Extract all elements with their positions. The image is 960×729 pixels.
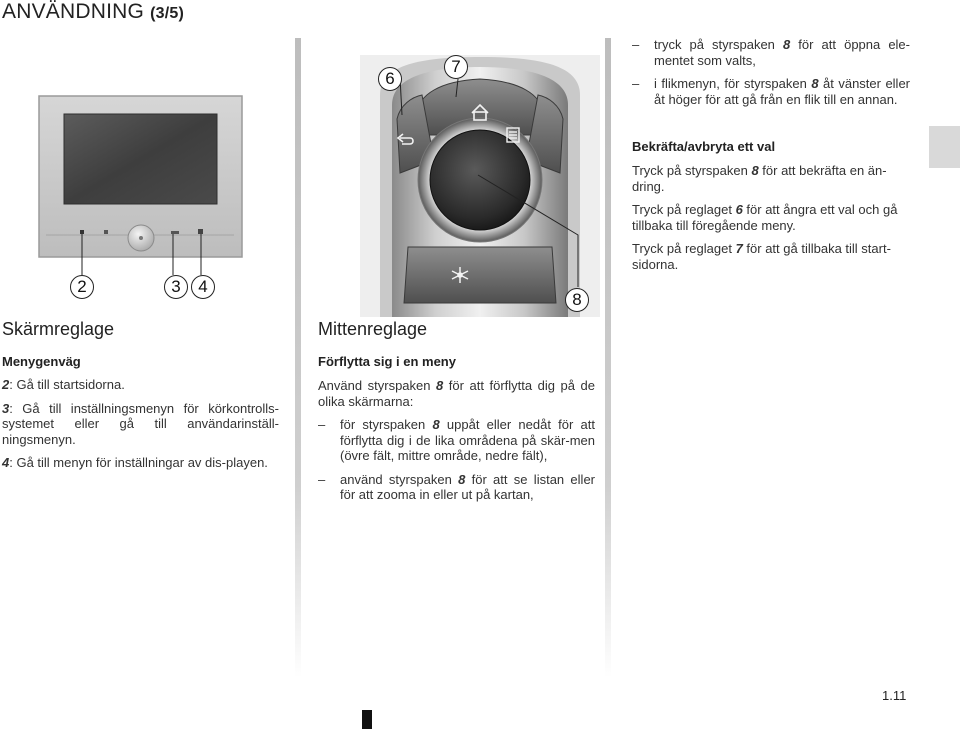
text-fragment: för att bekräfta en än-dring.: [632, 163, 887, 194]
shortcut-text: : Gå till menyn för inställningar av dis-playen.: [9, 455, 268, 470]
screen-controls-heading: Skärmreglage: [2, 319, 115, 339]
dash-bullet: –: [632, 37, 640, 52]
menu-navigation-subheading: Förflytta sig i en meny: [318, 354, 456, 369]
page-edge-marker: [362, 710, 372, 729]
text-fragment: Tryck på reglaget: [632, 241, 736, 256]
text-fragment: åt vänster eller åt höger för att gå från en flik till en annan.: [654, 76, 911, 107]
text-fragment: Använd styrspaken: [318, 378, 437, 393]
column-divider-right: [605, 38, 611, 678]
shortcut-item: [2, 401, 279, 448]
text-fragment: för att ångra ett val och gå tillbaka till föregående meny.: [632, 202, 898, 233]
column-divider-left: [295, 38, 301, 678]
shortcut-key: 2: [2, 377, 10, 392]
middle-intro: [318, 378, 595, 409]
shortcut-text: : Gå till startsidorna.: [9, 377, 125, 392]
callout-6: 6: [378, 67, 402, 91]
control-ref: 8: [436, 378, 444, 393]
paragraph: [632, 202, 910, 233]
control-ref: 8: [811, 76, 819, 91]
text-fragment: Tryck på reglaget: [632, 202, 736, 217]
text-fragment: för att se listan eller för att zooma in eller ut på kartan,: [340, 471, 595, 502]
shortcut-list: [2, 377, 279, 479]
navigation-button: [404, 247, 556, 303]
text-fragment: för styrspaken: [340, 417, 433, 432]
control-ref: 8: [751, 163, 759, 178]
page-title-subtitle: (3/5): [150, 5, 184, 22]
text-fragment: i flikmenyn, för styrspaken: [654, 76, 812, 91]
control-ref: 8: [458, 471, 466, 487]
page-title: [2, 0, 184, 24]
control-ref: 7: [735, 241, 743, 256]
shortcut-item: [2, 377, 279, 393]
callout-8: 8: [565, 288, 589, 312]
right-column-bullets: [632, 37, 910, 115]
control-ref: 8: [432, 417, 440, 432]
shortcut-text: : Gå till inställningsmenyn för körkontrolls-systemet eller gå till användarinställ-ningsmenyn.: [2, 400, 279, 447]
text-fragment: för att gå tillbaka till start-sidorna.: [632, 241, 891, 272]
dash-bullet: –: [318, 471, 326, 487]
control-ref: 8: [783, 37, 791, 52]
callout-7: 7: [444, 55, 468, 79]
section-tab-marker: [929, 126, 960, 168]
page-number: 1.11: [882, 688, 907, 703]
middle-column-text: [318, 378, 595, 511]
display-screen: [64, 114, 217, 204]
paragraph: [632, 163, 910, 194]
central-control-heading: Mittenreglage: [318, 319, 428, 339]
page-title-text: ANVÄNDNING: [2, 0, 145, 23]
central-controller-illustration: [360, 55, 600, 317]
callout-2: 2: [70, 275, 94, 299]
text-fragment: uppåt eller nedåt för att förflytta dig i de lika områdena på skär-men (övre fält, mittre område, nedre fält),: [340, 417, 595, 463]
dash-bullet: –: [318, 417, 326, 432]
right-column-paragraphs: [632, 163, 910, 280]
menu-shortcut-subheading: Menygenväg: [2, 354, 81, 369]
text-fragment: Tryck på styrspaken: [632, 163, 752, 178]
callout-3: 3: [164, 275, 188, 299]
callout-4: 4: [191, 275, 215, 299]
joystick-8: [430, 130, 530, 230]
list-item: [318, 472, 595, 503]
paragraph: [632, 241, 910, 272]
text-fragment: använd styrspaken: [340, 471, 459, 487]
list-item: [632, 76, 910, 107]
control-ref: 6: [735, 202, 743, 217]
confirm-cancel-subheading: Bekräfta/avbryta ett val: [632, 139, 776, 154]
shortcut-item: [2, 455, 279, 471]
text-fragment: tryck på styrspaken: [654, 37, 783, 52]
dash-bullet: –: [632, 76, 640, 91]
list-item: [318, 417, 595, 464]
text-fragment: för att förflytta dig på de olika skärmarna:: [318, 378, 595, 409]
screen-callout-leaders: [60, 225, 220, 280]
text-fragment: för att öppna ele-mentet som valts,: [654, 37, 910, 68]
list-item: [632, 37, 910, 68]
shortcut-key: 4: [2, 455, 10, 470]
shortcut-key: 3: [2, 400, 10, 416]
